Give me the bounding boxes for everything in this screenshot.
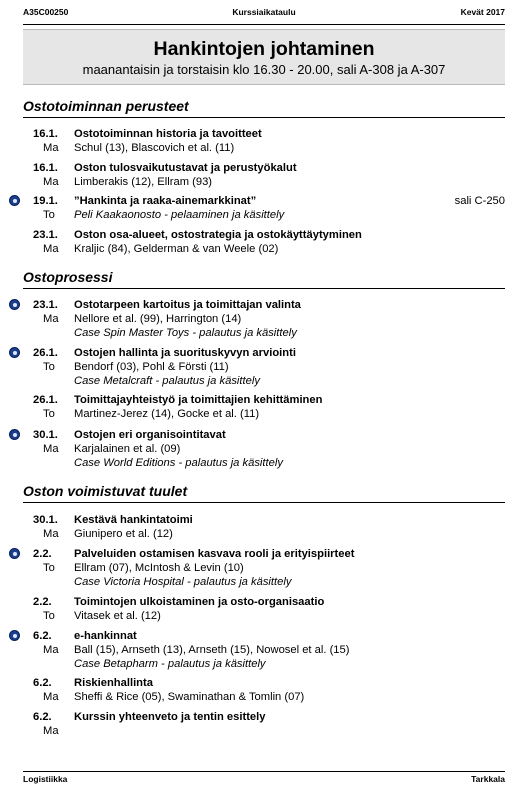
entry-day: Ma xyxy=(43,691,59,703)
entry-topic: Ostotarpeen kartoitus ja toimittajan valinta xyxy=(74,299,301,311)
entry-date: 2.2. xyxy=(33,548,52,560)
entry-date: 6.2. xyxy=(33,711,52,723)
section-heading: Ostoprosessi xyxy=(23,269,505,289)
course-schedule: maanantaisin ja torstaisin klo 16.30 - 20.00, sali A-308 ja A-307 xyxy=(82,62,446,77)
entry-date: 26.1. xyxy=(33,394,58,406)
schedule-entry xyxy=(0,194,505,222)
schedule-entry xyxy=(0,298,505,340)
entry-day: Ma xyxy=(43,725,59,737)
page-header xyxy=(23,7,505,25)
entry-date: 30.1. xyxy=(33,429,58,441)
title-block xyxy=(23,29,505,85)
section-heading: Oston voimistuvat tuulet xyxy=(23,483,505,503)
entry-topic: Oston tulosvaikutustavat ja perustyökalut xyxy=(74,162,297,174)
schedule-entry xyxy=(0,393,505,421)
entry-topic: ”Hankinta ja raaka-ainemarkkinat” xyxy=(74,195,257,207)
entry-readings: Kraljic (84), Gelderman & van Weele (02) xyxy=(74,243,279,255)
case-icon xyxy=(9,630,20,641)
entry-day: To xyxy=(43,562,55,574)
entry-date: 2.2. xyxy=(33,596,52,608)
entry-readings: Bendorf (03), Pohl & Försti (11) xyxy=(74,361,229,373)
entry-date: 19.1. xyxy=(33,195,58,207)
footer-department: Logistiikka xyxy=(23,774,68,784)
schedule-entry xyxy=(0,127,505,155)
entry-case: Peli Kaakaonosto - pelaaminen ja käsittely xyxy=(74,209,285,221)
entry-case: Case World Editions - palautus ja käsittely xyxy=(74,457,283,469)
entry-date: 30.1. xyxy=(33,514,58,526)
entry-case: Case Spin Master Toys - palautus ja käsittely xyxy=(74,327,297,339)
entry-day: To xyxy=(43,361,55,373)
schedule-entry xyxy=(0,161,505,189)
entry-day: Ma xyxy=(43,142,59,154)
entry-day: Ma xyxy=(43,313,59,325)
entry-topic: e-hankinnat xyxy=(74,630,137,642)
entry-case: Case Betapharm - palautus ja käsittely xyxy=(74,658,266,670)
entry-date: 16.1. xyxy=(33,128,58,140)
entry-room: sali C-250 xyxy=(454,195,505,207)
page-footer xyxy=(23,771,505,788)
case-icon xyxy=(9,548,20,559)
entry-readings: Ball (15), Arnseth (13), Arnseth (15), Nowosel et al. (15) xyxy=(74,644,350,656)
entry-date: 26.1. xyxy=(33,347,58,359)
entry-day: Ma xyxy=(43,528,59,540)
entry-day: Ma xyxy=(43,243,59,255)
entry-readings: Karjalainen et al. (09) xyxy=(74,443,181,455)
entry-readings: Sheffi & Rice (05), Swaminathan & Tomlin (07) xyxy=(74,691,305,703)
schedule-entry xyxy=(0,346,505,388)
entry-date: 6.2. xyxy=(33,677,52,689)
schedule-entry xyxy=(0,513,505,541)
entry-case: Case Victoria Hospital - palautus ja käsittely xyxy=(74,576,292,588)
entry-day: To xyxy=(43,610,55,622)
entry-readings: Nellore et al. (99), Harrington (14) xyxy=(74,313,242,325)
case-icon xyxy=(9,299,20,310)
entry-readings: Giunipero et al. (12) xyxy=(74,528,173,540)
entry-topic: Oston osa-alueet, ostostrategia ja ostokäyttäytyminen xyxy=(74,229,362,241)
entry-topic: Ostotoiminnan historia ja tavoitteet xyxy=(74,128,262,140)
section-heading: Ostotoiminnan perusteet xyxy=(23,98,505,118)
course-title: Hankintojen johtaminen xyxy=(153,38,375,60)
entry-topic: Kestävä hankintatoimi xyxy=(74,514,193,526)
document-type: Kurssiaikataulu xyxy=(232,7,296,17)
entry-date: 23.1. xyxy=(33,299,58,311)
entry-topic: Riskienhallinta xyxy=(74,677,153,689)
schedule-entry xyxy=(0,228,505,256)
case-icon xyxy=(9,347,20,358)
schedule-entry xyxy=(0,547,505,589)
case-icon xyxy=(9,429,20,440)
entry-day: To xyxy=(43,408,55,420)
entry-readings: Ellram (07), McIntosh & Levin (10) xyxy=(74,562,244,574)
case-icon xyxy=(9,195,20,206)
entry-day: To xyxy=(43,209,55,221)
course-code: A35C00250 xyxy=(23,7,69,17)
entry-readings: Limberakis (12), Ellram (93) xyxy=(74,176,213,188)
entry-case: Case Metalcraft - palautus ja käsittely xyxy=(74,375,260,387)
entry-topic: Kurssin yhteenveto ja tentin esittely xyxy=(74,711,266,723)
entry-readings: Vitasek et al. (12) xyxy=(74,610,161,622)
entry-topic: Ostojen eri organisointitavat xyxy=(74,429,226,441)
entry-day: Ma xyxy=(43,443,59,455)
term: Kevät 2017 xyxy=(460,7,505,17)
entry-day: Ma xyxy=(43,644,59,656)
entry-date: 6.2. xyxy=(33,630,52,642)
schedule-entry xyxy=(0,595,505,623)
entry-readings: Martinez-Jerez (14), Gocke et al. (11) xyxy=(74,408,260,420)
entry-readings: Schul (13), Blascovich et al. (11) xyxy=(74,142,235,154)
schedule-entry xyxy=(0,428,505,470)
entry-date: 23.1. xyxy=(33,229,58,241)
schedule-entry xyxy=(0,710,505,738)
entry-topic: Palveluiden ostamisen kasvava rooli ja erityispiirteet xyxy=(74,548,355,560)
schedule-entry xyxy=(0,676,505,704)
schedule-entry xyxy=(0,629,505,671)
entry-topic: Toimintojen ulkoistaminen ja osto-organisaatio xyxy=(74,596,325,608)
footer-author: Tarkkala xyxy=(471,774,505,784)
entry-date: 16.1. xyxy=(33,162,58,174)
entry-topic: Toimittajayhteistyö ja toimittajien kehittäminen xyxy=(74,394,323,406)
entry-topic: Ostojen hallinta ja suorituskyvyn arviointi xyxy=(74,347,296,359)
entry-day: Ma xyxy=(43,176,59,188)
